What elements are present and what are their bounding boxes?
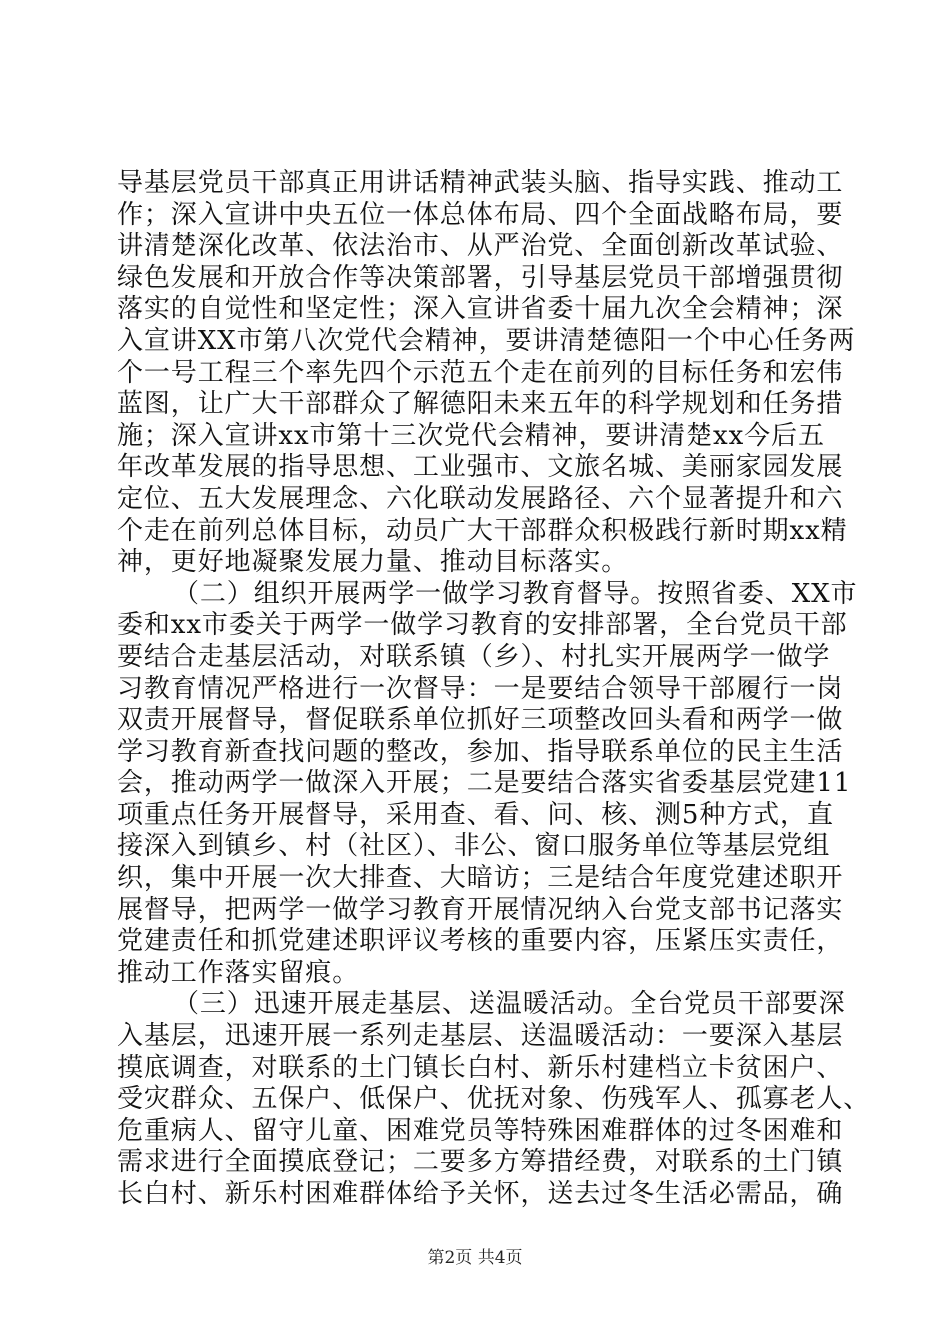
- text-line: 危重病人、留守儿童、困难党员等特殊困难群体的过冬困难和: [117, 1115, 844, 1146]
- text-line: 入基层，迅速开展一系列走基层、送温暖活动：一要深入基层: [117, 1021, 844, 1052]
- text-line: 神，更好地凝聚发展力量、推动目标落实。: [117, 547, 629, 578]
- text-line: 导基层党员干部真正用讲话精神武装头脑、指导实践、推动工: [117, 168, 844, 198]
- text-line: 织，集中开展一次大排查、大暗访；三是结合年度党建述职开: [117, 863, 844, 894]
- text-line: 长白村、新乐村困难群体给予关怀，送去过冬生活必需品，确: [117, 1179, 844, 1209]
- paragraph-1: [117, 168, 856, 579]
- section-heading-line: （三）迅速开展走基层、送温暖活动。全台党员干部要深: [173, 989, 846, 1020]
- text-line: 入宣讲XX市第八次党代会精神，要讲清楚德阳一个中心任务两: [117, 325, 856, 356]
- text-line: 双责开展督导，督促联系单位抓好三项整改回头看和两学一做: [117, 705, 844, 736]
- text-line: 蓝图，让广大干部群众了解德阳未来五年的科学规划和任务措: [117, 389, 844, 420]
- text-line: 要结合走基层活动，对联系镇（乡）、村扎实开展两学一做学: [117, 641, 831, 672]
- text-line: 党建责任和抓党建述职评议考核的重要内容，压紧压实责任，: [117, 926, 844, 957]
- text-line: 落实的自觉性和坚定性；深入宣讲省委十届九次全会精神；深: [117, 294, 844, 325]
- text-line: 讲清楚深化改革、依法治市、从严治党、全面创新改革试验、: [117, 231, 844, 262]
- paragraph-3: [117, 989, 871, 1210]
- text-line: 定位、五大发展理念、六化联动发展路径、六个显著提升和六: [117, 483, 844, 514]
- text-line: 施；深入宣讲xx市第十三次党代会精神，要讲清楚xx今后五: [117, 420, 825, 451]
- text-line: 学习教育新查找问题的整改，参加、指导联系单位的民主生活: [117, 736, 844, 767]
- text-line: 绿色发展和开放合作等决策部署，引导基层党员干部增强贯彻: [117, 262, 844, 293]
- text-line: 展督导，把两学一做学习教育开展情况纳入台党支部书记落实: [117, 894, 844, 925]
- text-line: 个一号工程三个率先四个示范五个走在前列的目标任务和宏伟: [117, 357, 844, 388]
- text-line: 受灾群众、五保户、低保户、优抚对象、伤残军人、孤寡老人、: [117, 1084, 871, 1115]
- paragraph-2: [117, 578, 858, 990]
- text-line: 作；深入宣讲中央五位一体总体布局、四个全面战略布局，要: [117, 199, 844, 230]
- text-line: 习教育情况严格进行一次督导：一是要结合领导干部履行一岗: [117, 673, 844, 704]
- page-number-footer: 第2页 共4页: [427, 1248, 523, 1268]
- text-line: 个走在前列总体目标，动员广大干部群众积极践行新时期xx精: [117, 515, 848, 546]
- text-line: 会，推动两学一做深入开展；二是要结合落实省委基层党建11: [117, 768, 852, 799]
- section-heading-line: （二）组织开展两学一做学习教育督导。按照省委、XX市: [173, 578, 858, 609]
- text-line: 委和xx市委关于两学一做学习教育的安排部署，全台党员干部: [117, 610, 848, 641]
- document-body: [117, 168, 871, 1211]
- text-line: 推动工作落实留痕。: [117, 957, 360, 988]
- text-line: 接深入到镇乡、村（社区）、非公、窗口服务单位等基层党组: [117, 831, 831, 862]
- text-line: 项重点任务开展督导，采用查、看、问、核、测5种方式，直: [117, 799, 834, 830]
- text-line: 年改革发展的指导思想、工业强市、文旅名城、美丽家园发展: [117, 452, 844, 483]
- text-line: 摸底调查，对联系的土门镇长白村、新乐村建档立卡贫困户、: [117, 1052, 844, 1083]
- text-line: 需求进行全面摸底登记；二要多方筹措经费，对联系的土门镇: [117, 1147, 844, 1178]
